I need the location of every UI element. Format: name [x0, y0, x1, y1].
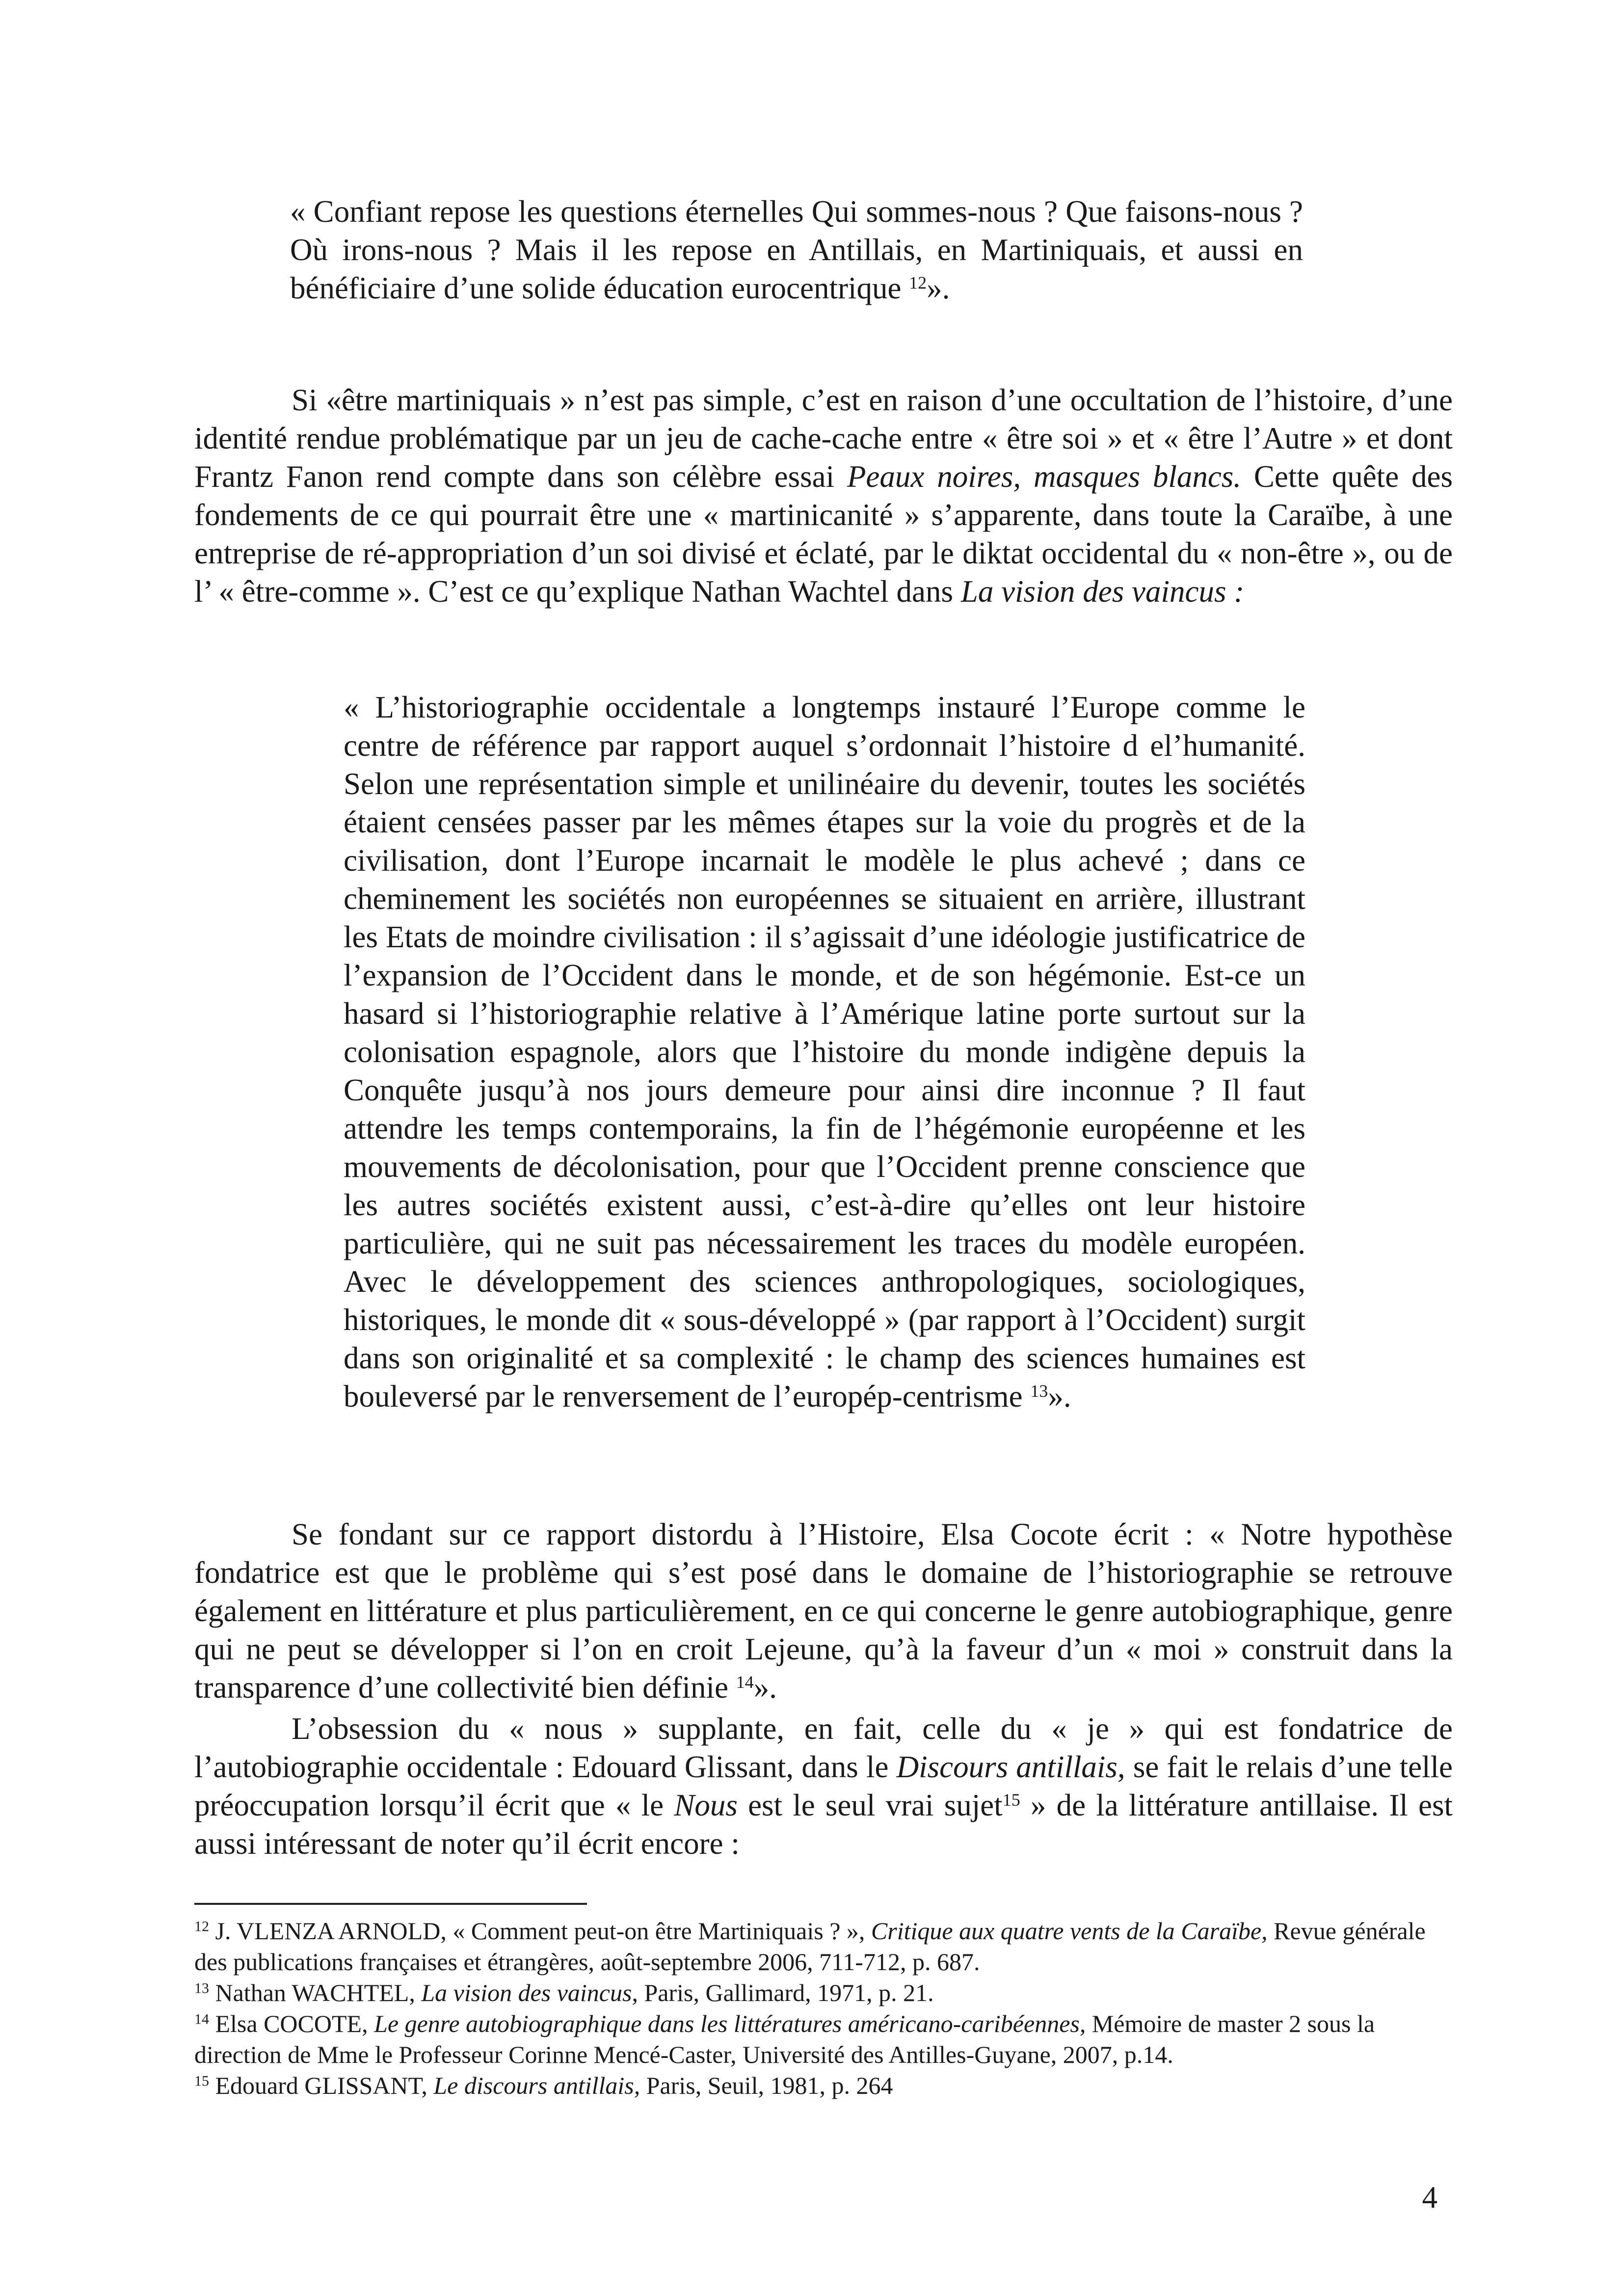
- footnote-ref-15[interactable]: 15: [1002, 1790, 1020, 1810]
- footnote-ref-12[interactable]: 12: [909, 273, 927, 293]
- emphasis-nous: Nous: [674, 1788, 738, 1822]
- title-discours-antillais: Discours antillais,: [896, 1750, 1125, 1784]
- footnote-ref-14[interactable]: 14: [736, 1672, 754, 1692]
- paragraph-martinicanite: Si «être martiniquais » n’est pas simple, c’est en raison d’une occultation de l’histoire, d’une identité rendue problématique par un jeu de cache-cache entre « être soi » et « être l’Autre » et dont Frantz Fanon rend compte dans son célèbre essai Peaux noires, masques blancs. Cette quête des fondements de ce qui pourrait être une « martinicanité » s’apparente, dans toute la Caraïbe, à une entreprise de ré-appropriation d’un soi divisé et éclaté, par le diktat occidental du « non-être », ou de l’ « être-comme ». C’est ce qu’explique Nathan Wachtel dans La vision des vaincus :: [194, 383, 1453, 609]
- title-peaux-noires: Peaux noires, masques blancs.: [847, 459, 1242, 494]
- footnote-12: $^{12}$ J. VLENZA ARNOLD, « Comment peut-on être Martiniquais ? », Critique aux quatre vents de la Caraïbe, Revue générale des publications françaises et étrangères, août-septembre 2006, 711-712, p. 687.: [194, 1917, 1426, 1976]
- paragraph-cocote: Se fondant sur ce rapport distordu à l’Histoire, Elsa Cocote écrit : « Notre hypothèse fondatrice est que le problème qui s’est posé dans le domaine de l’historiographie se retrouve également en littérature et plus particulièrement, en ce qui concerne le genre autobiographique, genre qui ne peut se développer si l’on en croit Lejeune, qu’à la faveur d’un « moi » construit dans la transparence d’une collectivité bien définie $^{14}$».: [194, 1517, 1453, 1705]
- footnote-separator: [194, 1903, 587, 1905]
- footnote-14: $^{14}$ Elsa COCOTE, Le genre autobiographique dans les littératures américano-caribéennes, Mémoire de master 2 sous la direction de Mme le Professeur Corinne Mencé-Caster, Université des Antilles-Guyane, 2007, p.14.: [194, 2010, 1375, 2068]
- footnote-15: $^{15}$ Edouard GLISSANT, Le discours antillais, Paris, Seuil, 1981, p. 264: [194, 2072, 893, 2099]
- block-quote-confiant: « Confiant repose les questions éternelles Qui sommes-nous ? Que faisons-nous ? Où irons-nous ? Mais il les repose en Antillais, en Martiniquais, et aussi en bénéficiaire d’une solide éducation eurocentrique $^{12}$».: [290, 194, 1303, 305]
- footnotes: [194, 1916, 1461, 2101]
- block-quote-wachtel: « L’historiographie occidentale a longtemps instauré l’Europe comme le centre de référence par rapport auquel s’ordonnait l’histoire d el’humanité. Selon une représentation simple et unilinéaire du devenir, toutes les sociétés étaient censées passer par les mêmes étapes sur la voie du progrès et de la civilisation, dont l’Europe incarnait le modèle le plus achevé ; dans ce cheminement les sociétés non européennes se situaient en arrière, illustrant les Etats de moindre civilisation : il s’agissait d’une idéologie justificatrice de l’expansion de l’Occident dans le monde, et de son hégémonie. Est-ce un hasard si l’historiographie relative à l’Amérique latine porte surtout sur la colonisation espagnole, alors que l’histoire du monde indigène depuis la Conquête jusqu’à nos jours demeure pour ainsi dire inconnue ? Il faut attendre les temps contemporains, la fin de l’hégémonie européenne et les mouvements de décolonisation, pour que l’Occident prenne conscience que les autres sociétés existent aussi, c’est-à-dire qu’elles ont leur histoire particulière, qui ne suit pas nécessairement les traces du modèle européen. Avec le développement des sciences anthropologiques, sociologiques, historiques, le monde dit « sous-développé » (par rapport à l’Occident) surgit dans son originalité et sa complexité : le champ des sciences humaines est bouleversé par le renversement de l’europép-centrisme $^{13}$».: [344, 690, 1305, 1414]
- paragraph-glissant: L’obsession du « nous » supplante, en fait, celle du « je » qui est fondatrice de l’autobiographie occidentale : Edouard Glissant, dans le Discours antillais, se fait le relais d’une telle préoccupation lorsqu’il écrit que « le Nous est le seul vrai sujet$^{15}$ » de la littérature antillaise. Il est aussi intéressant de noter qu’il écrit encore :: [194, 1711, 1453, 1861]
- title-vision-des-vaincus: La vision des vaincus :: [960, 574, 1245, 609]
- footnote-ref-13[interactable]: 13: [1030, 1381, 1048, 1401]
- footnote-13: $^{13}$ Nathan WACHTEL, La vision des vaincus, Paris, Gallimard, 1971, p. 21.: [194, 1979, 934, 2006]
- page-number: 4: [1422, 2180, 1437, 2215]
